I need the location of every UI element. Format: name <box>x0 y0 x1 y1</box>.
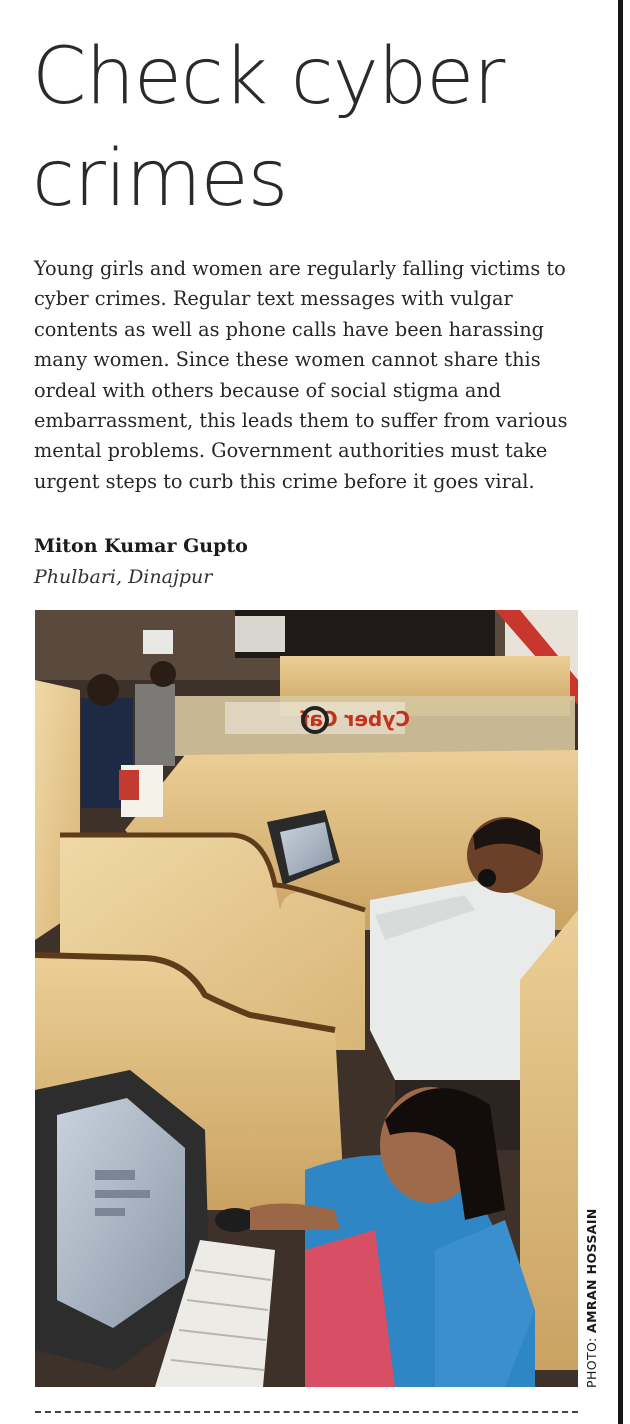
headline: Check cyber crimes <box>32 32 505 224</box>
photo-credit-name: AMRAN HOSSAIN <box>584 1208 599 1333</box>
photo-credit <box>584 1208 599 1388</box>
letter-body: Young girls and women are regularly falling victims to cyber crimes. Regular text messages with vulgar contents as well as phone calls have been harassing many women. Since these women cannot share this ordeal with others because of social stigma and embarrassment, this leads them to suffer from various mental problems. Government authorities must take urgent steps to curb this crime before it goes viral. <box>34 257 568 493</box>
dashed-divider <box>35 1411 578 1413</box>
cyber-cafe-photo <box>35 610 578 1387</box>
author-name: Miton Kumar Gupto <box>34 535 248 557</box>
author-location: Phulbari, Dinajpur <box>34 566 213 588</box>
cafe-sign-text: Cyber Caf <box>300 707 410 731</box>
photo-credit-prefix: PHOTO: <box>584 1332 599 1388</box>
column-rule <box>618 0 623 1424</box>
